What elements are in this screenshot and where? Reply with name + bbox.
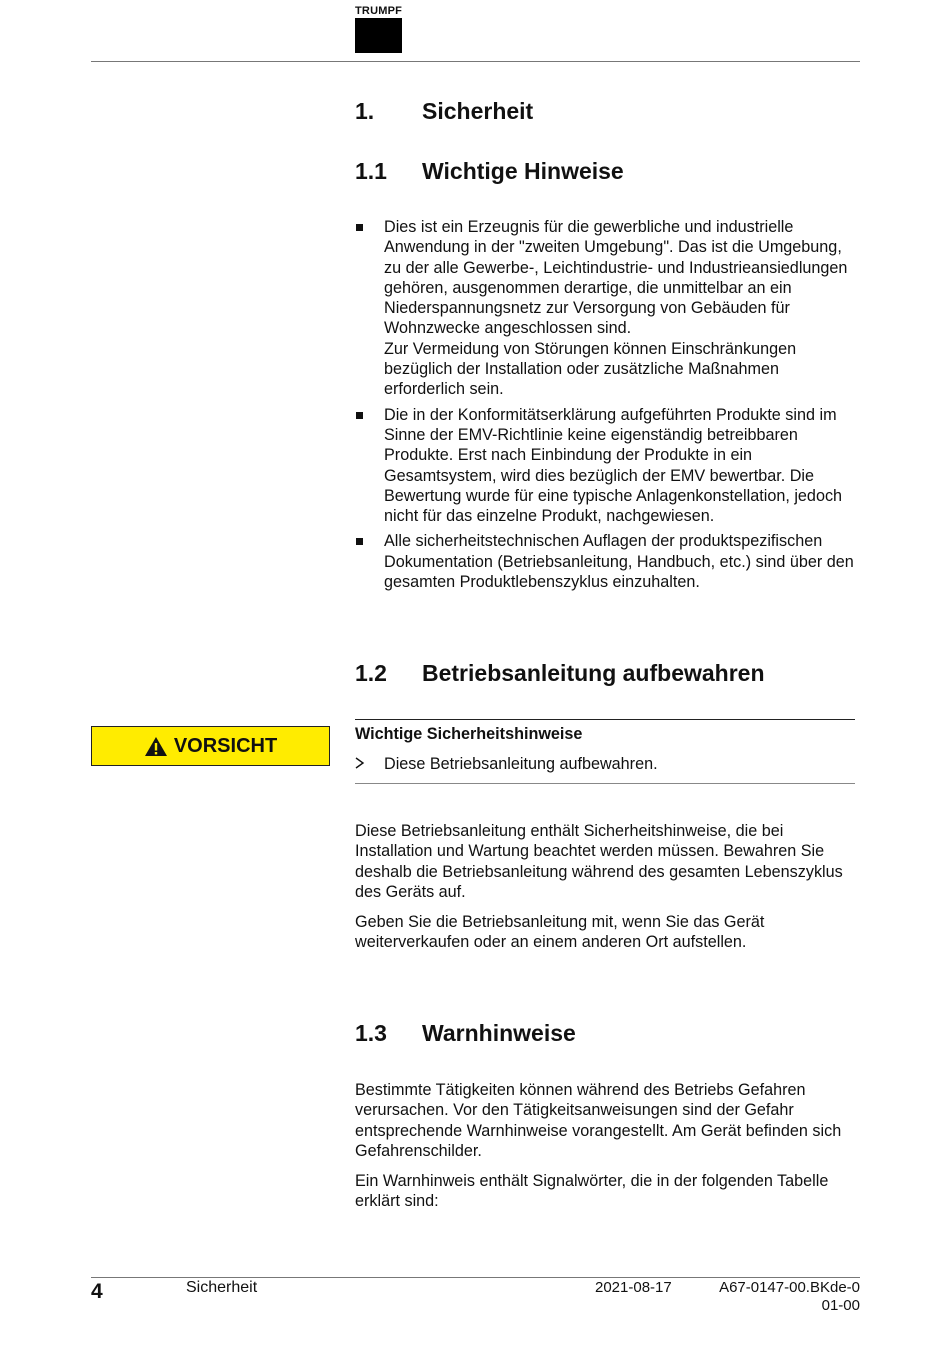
trumpf-logo — [355, 6, 402, 53]
action-arrow-icon — [355, 755, 384, 774]
footer-date: 2021-08-17 — [595, 1279, 672, 1296]
list-item — [355, 405, 860, 527]
warning-triangle-icon — [144, 736, 168, 757]
list-item-text: Alle sicherheitstechnischen Auflagen der produktspezifischen Dokumentation (Betriebsanleitung, Handbuch, etc.) sind über den gesamten Produktlebenszyklus einzuhalten. — [384, 532, 854, 592]
list-item-text: Dies ist ein Erzeugnis für die gewerbliche und industrielle Anwendung in der "zweiten Umgebung". Das ist die Umgebung, zu der alle Gewerbe-, Leichtindustrie- und Industrieansiedlungen gehören, ausgenommen derartige, die unmittelbar an ein Niederspannungsnetz zur Versorgung von Gebäuden für Wohnzwecke angeschlossen sind. — [384, 218, 848, 338]
heading-1-1-title: Wichtige Hinweise — [422, 158, 624, 184]
notes-list-container — [355, 217, 860, 597]
heading-1-2-title: Betriebsanleitung aufbewahren — [422, 660, 765, 686]
caution-signal-box — [91, 726, 330, 766]
heading-1-2 — [355, 660, 765, 687]
header-rule — [91, 61, 860, 62]
list-item-text-continued: Zur Vermeidung von Störungen können Einschränkungen bezüglich der Installation oder zusätzliche Maßnahmen erforderlich sein. — [384, 339, 797, 399]
document-id-line-2: 01-00 — [821, 1297, 860, 1314]
footer-document-id — [719, 1279, 860, 1315]
heading-1-2-number: 1.2 — [355, 660, 387, 686]
paragraph: Bestimmte Tätigkeiten können während des Betriebs Gefahren verursachen. Vor den Tätigkeitsanweisungen sind der Gefahr entsprechende Warnhinweise vorangestellt. Am Gerät befinden sich Gefahrenschilder. — [355, 1081, 842, 1160]
footer-section-name: Sicherheit — [186, 1279, 258, 1296]
heading-1-title: Sicherheit — [422, 98, 534, 124]
notes-list — [355, 217, 860, 592]
warning-rule-bottom — [355, 783, 855, 784]
paragraph: Ein Warnhinweis enthält Signalwörter, die in der folgenden Tabelle erklärt sind: — [355, 1172, 829, 1211]
document-id-line-1: A67-0147-00.BKde-0 — [719, 1279, 860, 1296]
logo-block — [355, 18, 402, 53]
list-item — [355, 531, 860, 592]
section-1-2-body — [355, 821, 860, 963]
list-item-text: Die in der Konformitätserklärung aufgeführten Produkte sind im Sinne der EMV-Richtlinie keine eigenständig betreibbaren Produkte. Erst nach Einbindung der Produkte in ein Gesamtsystem, wird dies bezüglich der EMV bewertbar. Die Bewertung wurde für eine typische Anlagenkonstellation, jedoch nicht für das einzelne Produkt, nachgewiesen. — [384, 405, 843, 526]
warning-rule-top — [355, 719, 855, 720]
heading-1-1-number: 1.1 — [355, 158, 387, 184]
section-1-3-body — [355, 1080, 860, 1222]
list-item — [355, 217, 860, 400]
warning-action-text: Diese Betriebsanleitung aufbewahren. — [384, 755, 658, 773]
heading-1 — [355, 98, 533, 125]
caution-signal-word: VORSICHT — [173, 734, 278, 757]
heading-1-3-title: Warnhinweise — [422, 1020, 576, 1046]
footer-rule — [91, 1277, 860, 1278]
heading-1-3 — [355, 1020, 576, 1047]
paragraph: Diese Betriebsanleitung enthält Sicherheitshinweise, die bei Installation und Wartung beachtet werden müssen. Bewahren Sie deshalb die Betriebsanleitung während des gesamten Lebenszyklus des Geräts auf. — [355, 822, 843, 901]
paragraph: Geben Sie die Betriebsanleitung mit, wenn Sie das Gerät weiterverkaufen oder an einem anderen Ort aufstellen. — [355, 913, 765, 952]
heading-1-number: 1. — [355, 98, 375, 124]
warning-action — [355, 755, 658, 774]
logo-text: TRUMPF — [355, 5, 403, 17]
heading-1-3-number: 1.3 — [355, 1020, 387, 1046]
page-number: 4 — [91, 1280, 103, 1303]
warning-title: Wichtige Sicherheitshinweise — [355, 725, 583, 743]
heading-1-1 — [355, 158, 624, 185]
